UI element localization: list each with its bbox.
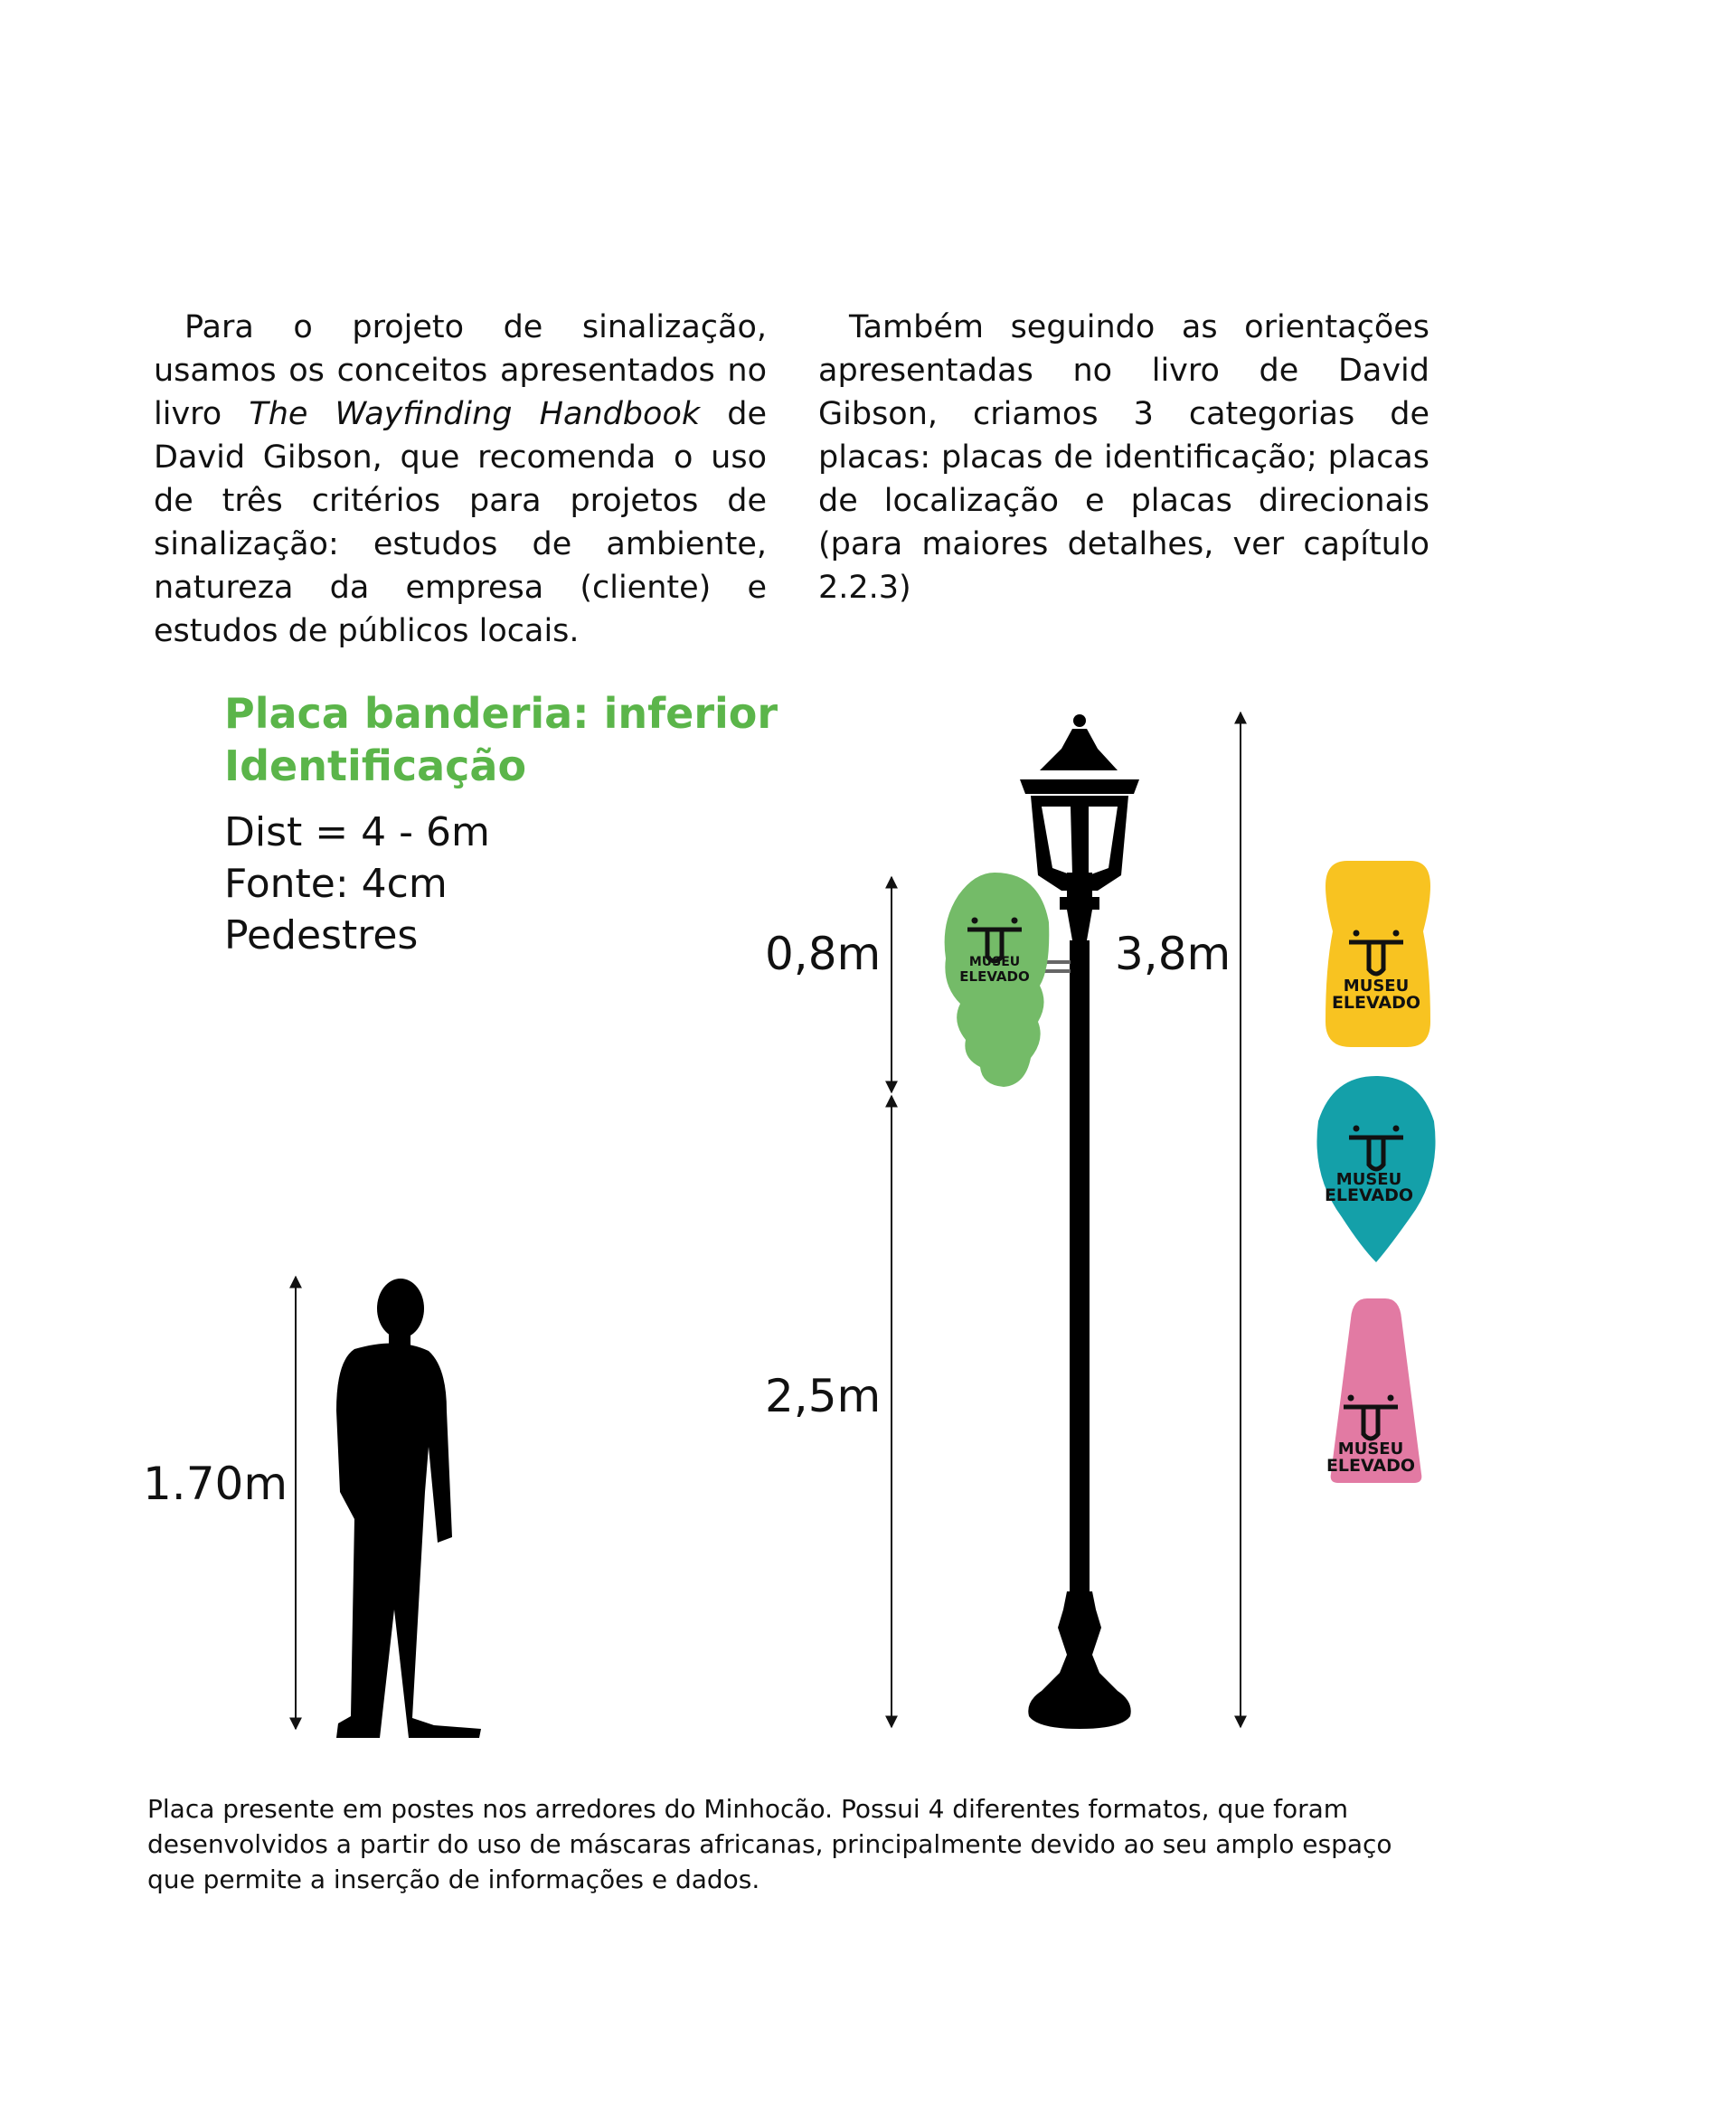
spec-title-line1: Placa banderia: inferior [224,689,778,738]
logo-text-teal-1: MUSEU [1335,1170,1402,1189]
teal-mask-sign [1316,1076,1435,1262]
person-height-label: 1.70m [143,1458,288,1510]
logo-text-green-2: ELEVADO [959,968,1030,985]
logo-text-yellow-2: ELEVADO [1331,993,1421,1013]
logo-text-pink-2: ELEVADO [1326,1456,1416,1476]
logo-text-pink-1: MUSEU [1337,1440,1404,1458]
spec-title-line2: Identificação [224,741,527,790]
logo-text-teal-2: ELEVADO [1324,1185,1414,1205]
mount-height-label: 2,5m [765,1370,882,1422]
book-title: The Wayfinding Handbook [249,396,701,432]
intro-right-text: Também seguindo as orientações apresentadas no livro de David Gibson, criamos 3 categorias de placas: placas de identificação; placas de localização e placas direcionais (para maiores detalhes, ver capítulo 2.2.3) [818,309,1429,606]
spec-font-size: Fonte: 4cm [224,861,448,907]
sign-height-label: 0,8m [765,928,882,980]
street-lamp-post [1020,714,1139,1729]
yellow-mask-sign [1326,861,1430,1047]
spec-distance: Dist = 4 - 6m [224,809,490,855]
person-silhouette [336,1279,481,1738]
intro-left-text-a: Para o projeto de sinalização, usamos os conceitos apresentados no livro [154,309,767,432]
logo-text-green-1: MUSEU [968,955,1021,969]
logo-text-yellow-1: MUSEU [1343,977,1410,996]
spec-audience: Pedestres [224,912,419,958]
figure-caption: Placa presente em postes nos arredores do Minhocão. Possui 4 diferentes formatos, que foram desenvolvidos a partir do uso de máscaras africanas, principalmente devido ao seu amplo espaço que permite a inserção de informações e dados. [147,1794,1392,1894]
total-height-label: 3,8m [1115,928,1231,980]
intro-left-text-b: de David Gibson, que recomenda o uso de três critérios para projetos de sinalização: estudos de ambiente, natureza da empresa (cliente) e estudos de públicos locais. [154,396,767,649]
